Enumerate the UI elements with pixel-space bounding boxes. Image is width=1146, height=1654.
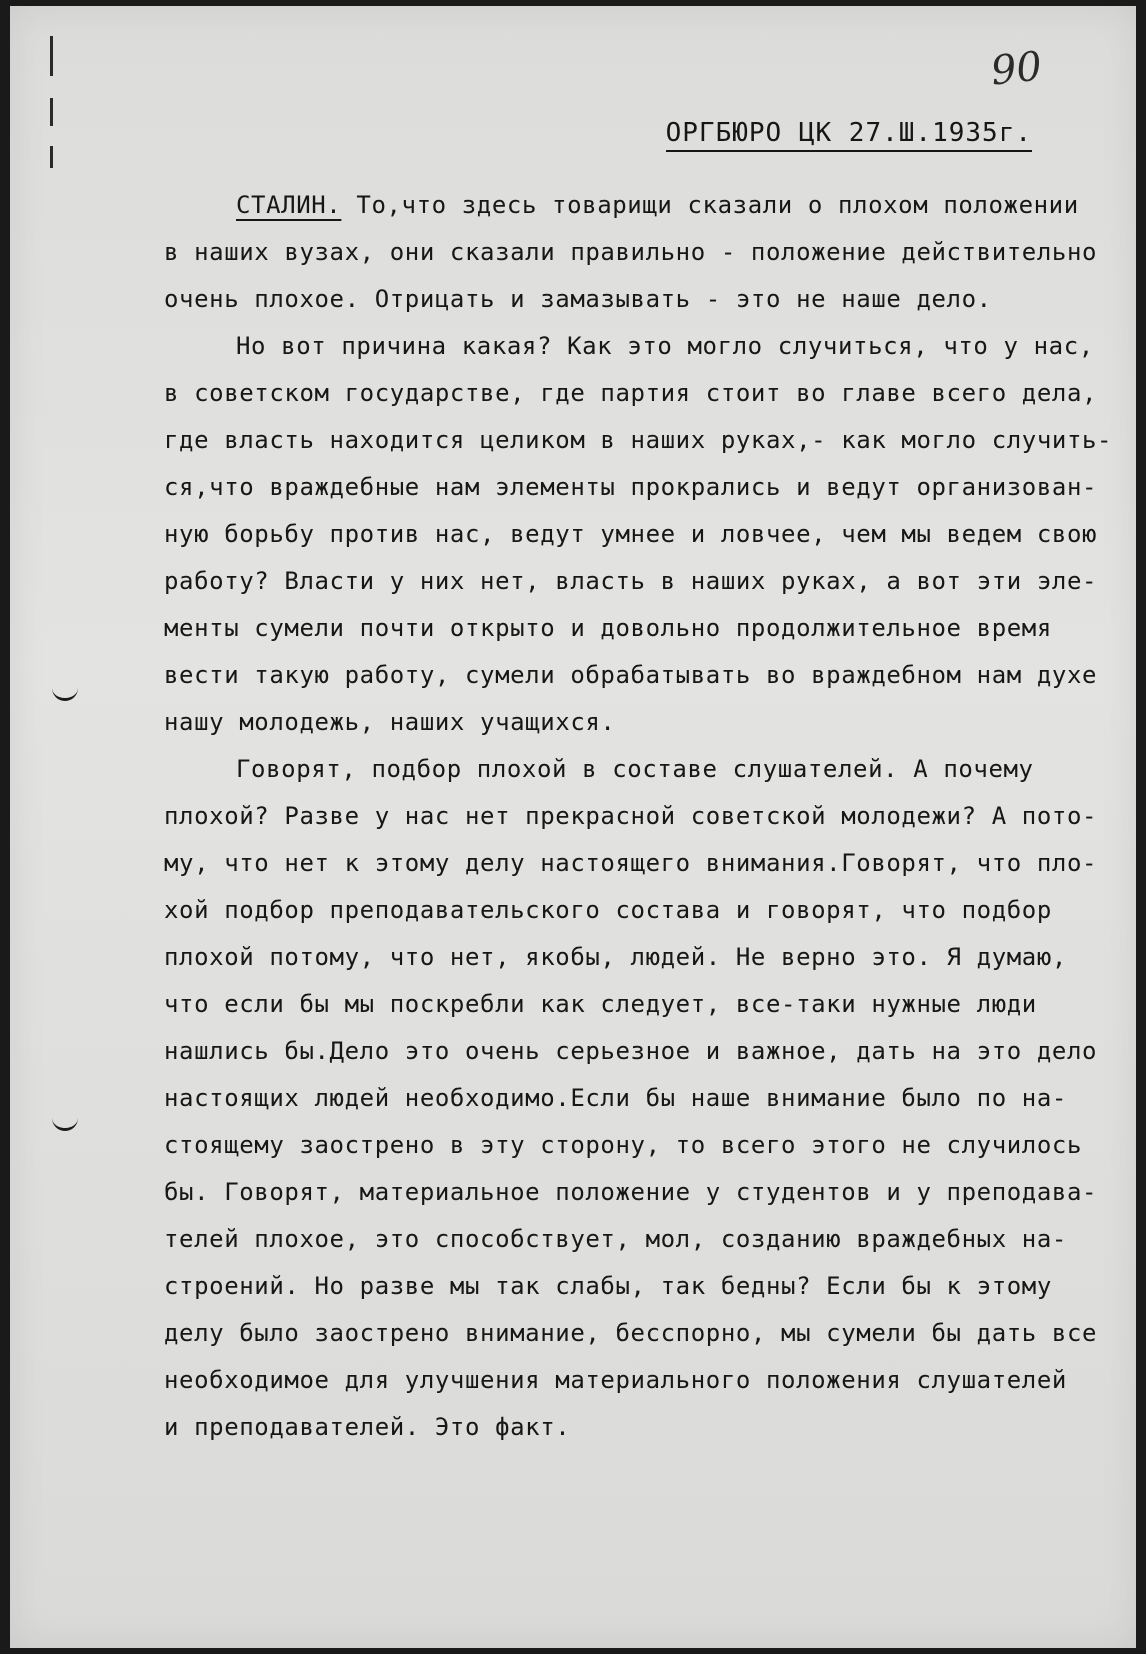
text-line bbox=[164, 793, 1099, 840]
speaker-name: СТАЛИН. bbox=[236, 191, 342, 219]
binding-mark bbox=[50, 146, 53, 168]
text-line bbox=[164, 276, 1099, 323]
text-line bbox=[164, 323, 1099, 370]
text-line bbox=[164, 1169, 1099, 1216]
text-line bbox=[164, 1263, 1099, 1310]
line-text: плохой потому, что нет, якобы, людей. Не верно это. Я думаю, bbox=[164, 943, 1067, 971]
line-text: вести такую работу, сумели обрабатывать во враждебном нам духе bbox=[164, 661, 1098, 689]
text-line bbox=[164, 417, 1113, 464]
line-text: бы. Говорят, материальное положение у студентов и у преподава- bbox=[164, 1178, 1098, 1206]
text-line bbox=[164, 652, 1099, 699]
text-line bbox=[164, 558, 1099, 605]
text-line bbox=[164, 1216, 1099, 1263]
line-text: телей плохое, это способствует, мол, созданию враждебных на- bbox=[164, 1225, 1067, 1253]
text-line bbox=[164, 1075, 1099, 1122]
text-line bbox=[164, 464, 1099, 511]
line-text: То,что здесь товарищи сказали о плохом положении bbox=[341, 191, 1079, 219]
text-line bbox=[164, 182, 1099, 229]
line-text: где власть находится целиком в наших руках,- как могло случить- bbox=[164, 426, 1113, 454]
text-line bbox=[164, 1122, 1099, 1169]
text-line bbox=[164, 1028, 1099, 1075]
text-line bbox=[164, 934, 1099, 981]
document-body bbox=[164, 182, 1113, 1451]
binding-mark bbox=[50, 98, 53, 126]
line-text: нашлись бы.Дело это очень серьезное и важное, дать на это дело bbox=[164, 1037, 1098, 1065]
line-text: и преподавателей. Это факт. bbox=[164, 1413, 571, 1441]
text-line bbox=[164, 1310, 1099, 1357]
line-text: настоящих людей необходимо.Если бы наше внимание было по на- bbox=[164, 1084, 1067, 1112]
line-text: менты сумели почти открыто и довольно продолжительное время bbox=[164, 614, 1052, 642]
punch-hole-mark bbox=[52, 1114, 78, 1131]
document-page bbox=[10, 6, 1136, 1648]
text-line bbox=[164, 981, 1099, 1028]
text-line bbox=[164, 511, 1099, 558]
text-line bbox=[164, 1404, 1099, 1451]
line-text: что если бы мы поскребли как следует, все-таки нужные люди bbox=[164, 990, 1037, 1018]
line-text: очень плохое. Отрицать и замазывать - это не наше дело. bbox=[164, 285, 992, 313]
line-text: Но вот причина какая? Как это могло случиться, что у нас, bbox=[236, 332, 1094, 360]
line-text: плохой? Разве у нас нет прекрасной советской молодежи? А пото- bbox=[164, 802, 1098, 830]
line-text: стоящему заострено в эту сторону, то всего этого не случилось bbox=[164, 1131, 1083, 1159]
text-line bbox=[164, 746, 1099, 793]
punch-hole-mark bbox=[52, 684, 78, 701]
line-text: ся,что враждебные нам элементы прокрались и ведут организован- bbox=[164, 473, 1098, 501]
text-line bbox=[164, 605, 1099, 652]
text-line bbox=[164, 1357, 1099, 1404]
line-text: работу? Власти у них нет, власть в наших руках, а вот эти эле- bbox=[164, 567, 1098, 595]
line-text: необходимое для улучшения материального положения слушателей bbox=[164, 1366, 1067, 1394]
line-text: в наших вузах, они сказали правильно - положение действительно bbox=[164, 238, 1098, 266]
page-number: 90 bbox=[988, 43, 1045, 95]
binding-mark bbox=[50, 36, 53, 76]
line-text: в советском государстве, где партия стоит во главе всего дела, bbox=[164, 379, 1098, 407]
line-text: Говорят, подбор плохой в составе слушателей. А почему bbox=[236, 755, 1034, 783]
line-text: нашу молодежь, наших учащихся. bbox=[164, 708, 616, 736]
text-line bbox=[164, 229, 1099, 276]
line-text: ную борьбу против нас, ведут умнее и ловчее, чем мы ведем свою bbox=[164, 520, 1098, 548]
line-text: строений. Но разве мы так слабы, так бедны? Если бы к этому bbox=[164, 1272, 1052, 1300]
text-line bbox=[164, 370, 1099, 417]
line-text: делу было заострено внимание, бесспорно, мы сумели бы дать все bbox=[164, 1319, 1098, 1347]
text-line bbox=[164, 887, 1099, 934]
text-line bbox=[164, 840, 1099, 887]
line-text: му, что нет к этому делу настоящего внимания.Говорят, что пло- bbox=[164, 849, 1098, 877]
text-line bbox=[164, 699, 1099, 746]
line-text: хой подбор преподавательского состава и говорят, что подбор bbox=[164, 896, 1052, 924]
document-header: ОРГБЮРО ЦК 27.Ш.1935г. bbox=[666, 118, 1032, 152]
